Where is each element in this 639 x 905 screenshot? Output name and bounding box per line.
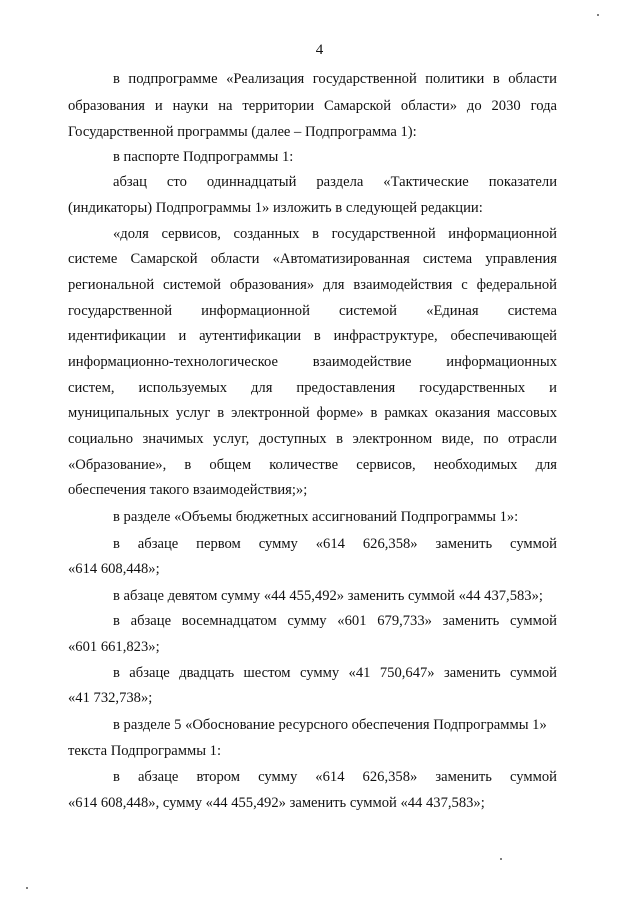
text-line: региональной системой образования» для взаимодействия с федеральной xyxy=(68,277,557,293)
text-line: текста Подпрограммы 1: xyxy=(68,743,222,759)
text-line: «41 732,738»; xyxy=(68,690,153,706)
text-line: «614 608,448», сумму «44 455,492» заменить суммой «44 437,583»; xyxy=(68,795,485,811)
text-line: государственной информационной системой «Единая система xyxy=(68,303,557,319)
text-line: в паспорте Подпрограммы 1: xyxy=(113,149,294,165)
text-line: Государственной программы (далее – Подпрограмма 1): xyxy=(68,124,417,140)
scan-speck xyxy=(597,14,599,16)
text-line: в абзаце втором сумму «614 626,358» заменить суммой xyxy=(113,769,557,785)
text-line: в абзаце девятом сумму «44 455,492» заменить суммой «44 437,583»; xyxy=(113,588,543,604)
text-line: в абзаце двадцать шестом сумму «41 750,647» заменить суммой xyxy=(113,665,557,681)
text-line: в подпрограмме «Реализация государственной политики в области xyxy=(113,71,557,87)
text-line: систем, используемых для предоставления государственных и xyxy=(68,380,557,396)
text-line: «601 661,823»; xyxy=(68,639,160,655)
text-line: образования и науки на территории Самарской области» до 2030 года xyxy=(68,98,557,114)
text-line: абзац сто одиннадцатый раздела «Тактические показатели xyxy=(113,174,557,190)
text-line: «доля сервисов, созданных в государственной информационной xyxy=(113,226,557,242)
text-line: в абзаце восемнадцатом сумму «601 679,733» заменить суммой xyxy=(113,613,557,629)
text-line: социально значимых услуг, доступных в электронном виде, по отрасли xyxy=(68,431,557,447)
page-number: 4 xyxy=(315,42,324,58)
scan-speck xyxy=(500,858,502,860)
text-line: обеспечения такого взаимодействия;»; xyxy=(68,482,308,498)
scan-speck xyxy=(26,887,28,889)
text-line: в разделе «Объемы бюджетных ассигнований Подпрограммы 1»: xyxy=(113,509,519,525)
text-line: системе Самарской области «Автоматизированная система управления xyxy=(68,251,557,267)
text-line: «Образование», в общем количестве сервисов, необходимых для xyxy=(68,457,557,473)
text-line: идентификации и аутентификации в инфраструктуре, обеспечивающей xyxy=(68,328,557,344)
text-line: муниципальных услуг в электронной форме» в рамках оказания массовых xyxy=(68,405,557,421)
text-line: «614 608,448»; xyxy=(68,561,160,577)
text-line: (индикаторы) Подпрограммы 1» изложить в следующей редакции: xyxy=(68,200,483,216)
text-line: информационно-технологическое взаимодействие информационных xyxy=(68,354,557,370)
text-line: в абзаце первом сумму «614 626,358» заменить суммой xyxy=(113,536,557,552)
text-line: в разделе 5 «Обоснование ресурсного обеспечения Подпрограммы 1» xyxy=(113,717,547,733)
